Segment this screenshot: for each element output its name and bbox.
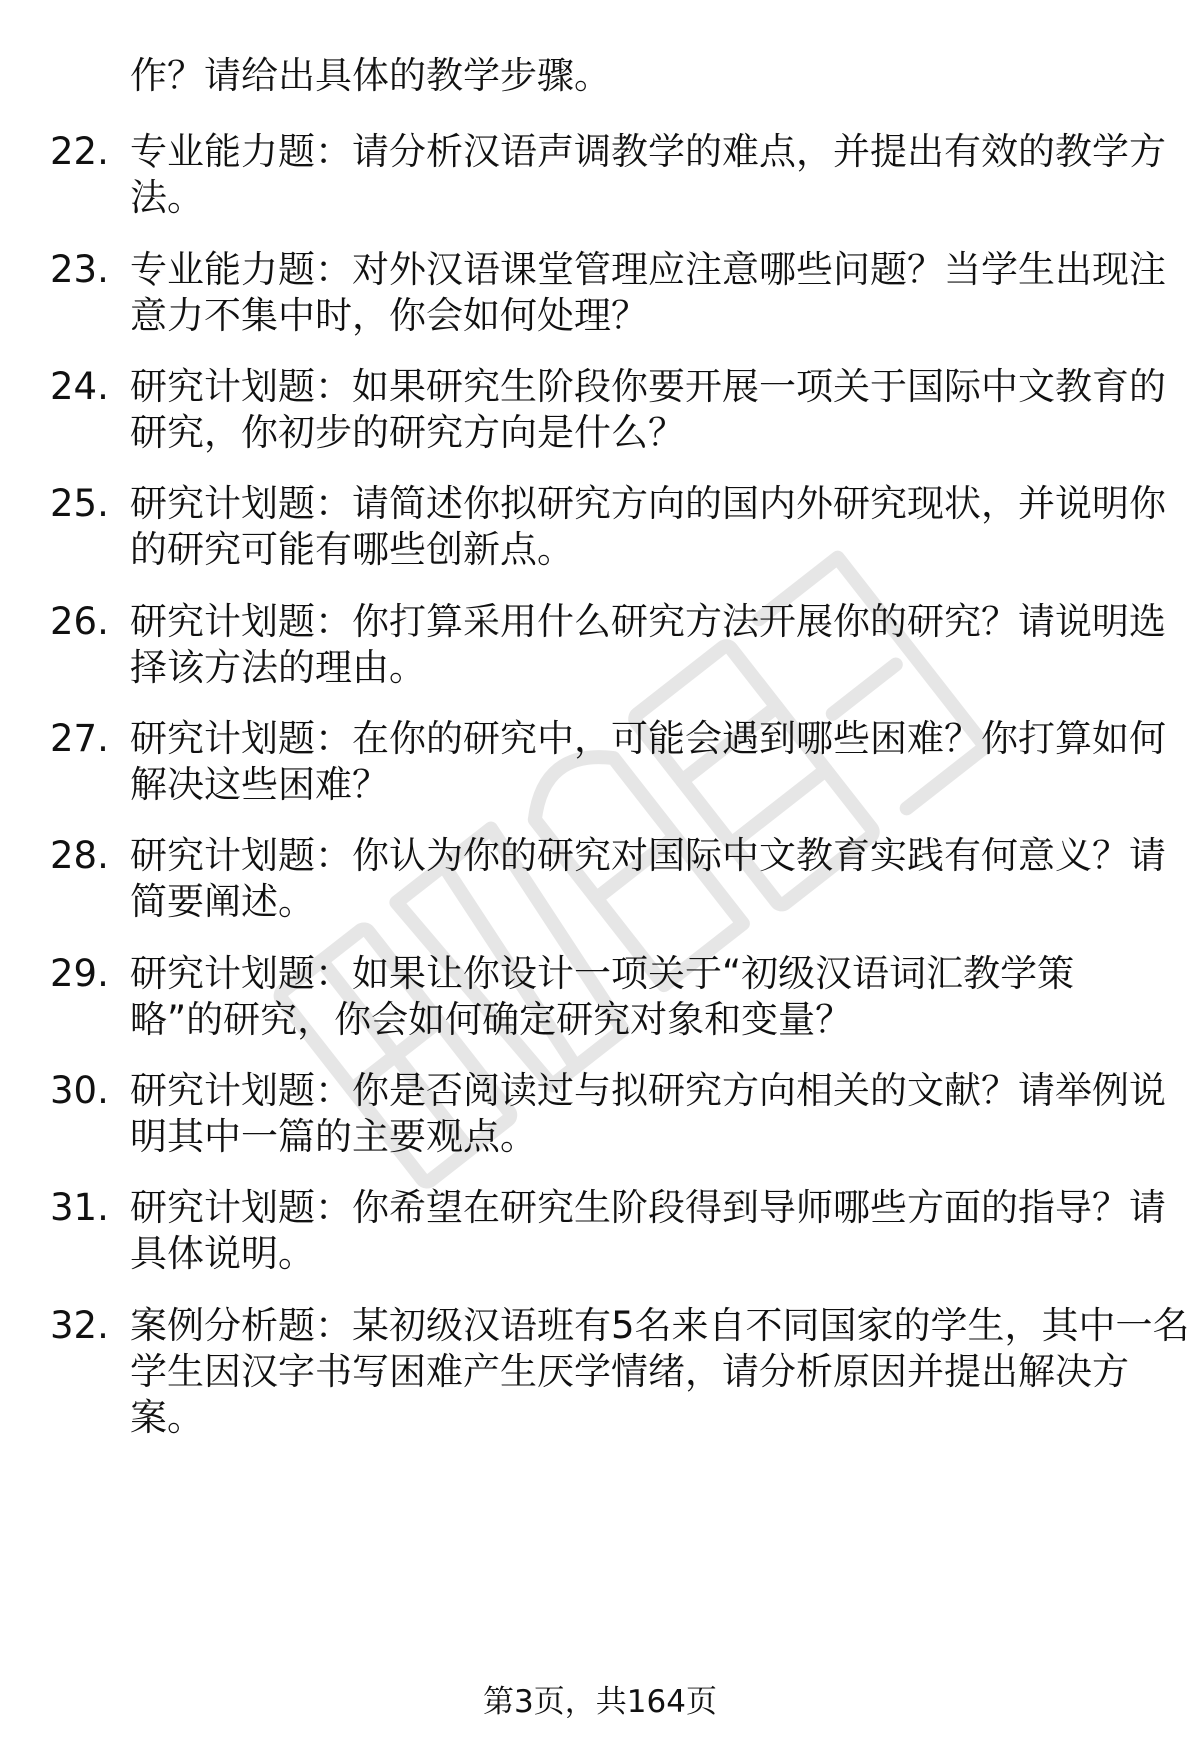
item-text-line: 研究计划题：你是否阅读过与拟研究方向相关的文献？请举例说	[130, 1069, 1166, 1112]
item-text-line: 具体说明。	[130, 1232, 315, 1275]
item-text-line: 择该方法的理由。	[130, 646, 426, 689]
item-number: 23.	[50, 248, 109, 291]
item-number: 32.	[50, 1304, 109, 1347]
item-number: 26.	[50, 600, 109, 643]
item-text-line: 略”的研究，你会如何确定研究对象和变量？	[130, 998, 853, 1041]
item-number: 27.	[50, 717, 109, 760]
item-text-line: 意力不集中时，你会如何处理？	[130, 294, 648, 337]
item-text-line: 案。	[130, 1396, 204, 1439]
item-text-line: 专业能力题：对外汉语课堂管理应注意哪些问题？当学生出现注	[130, 248, 1166, 291]
item-text-line: 研究计划题：请简述你拟研究方向的国内外研究现状，并说明你	[130, 482, 1166, 525]
item-text-line: 研究计划题：你认为你的研究对国际中文教育实践有何意义？请	[130, 834, 1166, 877]
item-text-line: 解决这些困难？	[130, 763, 389, 806]
item-number: 28.	[50, 834, 109, 877]
item-number: 24.	[50, 365, 109, 408]
item-text-line: 的研究可能有哪些创新点。	[130, 528, 574, 571]
item-text-line: 简要阐述。	[130, 880, 315, 923]
item-text-line: 研究计划题：你希望在研究生阶段得到导师哪些方面的指导？请	[130, 1186, 1166, 1229]
item-text-line: 研究，你初步的研究方向是什么？	[130, 411, 685, 454]
item-number: 25.	[50, 482, 109, 525]
continuation-text-line: 作？请给出具体的教学步骤。	[130, 54, 611, 97]
item-text-line: 专业能力题：请分析汉语声调教学的难点，并提出有效的教学方	[130, 130, 1166, 173]
item-number: 29.	[50, 952, 109, 995]
page-number-footer: 第3页，共164页	[483, 1684, 717, 1720]
item-text-line: 研究计划题：如果让你设计一项关于“初级汉语词汇教学策	[130, 952, 1075, 995]
item-text-line: 学生因汉字书写困难产生厌学情绪，请分析原因并提出解决方	[130, 1350, 1129, 1393]
item-text-line: 研究计划题：在你的研究中，可能会遇到哪些困难？你打算如何	[130, 717, 1166, 760]
item-number: 22.	[50, 130, 109, 173]
item-text-line: 法。	[130, 176, 204, 219]
item-number: 31.	[50, 1186, 109, 1229]
item-text-line: 案例分析题：某初级汉语班有5名来自不同国家的学生，其中一名	[130, 1304, 1190, 1347]
item-text-line: 研究计划题：你打算采用什么研究方法开展你的研究？请说明选	[130, 600, 1166, 643]
item-number: 30.	[50, 1069, 109, 1112]
item-text-line: 明其中一篇的主要观点。	[130, 1115, 537, 1158]
item-text-line: 研究计划题：如果研究生阶段你要开展一项关于国际中文教育的	[130, 365, 1166, 408]
